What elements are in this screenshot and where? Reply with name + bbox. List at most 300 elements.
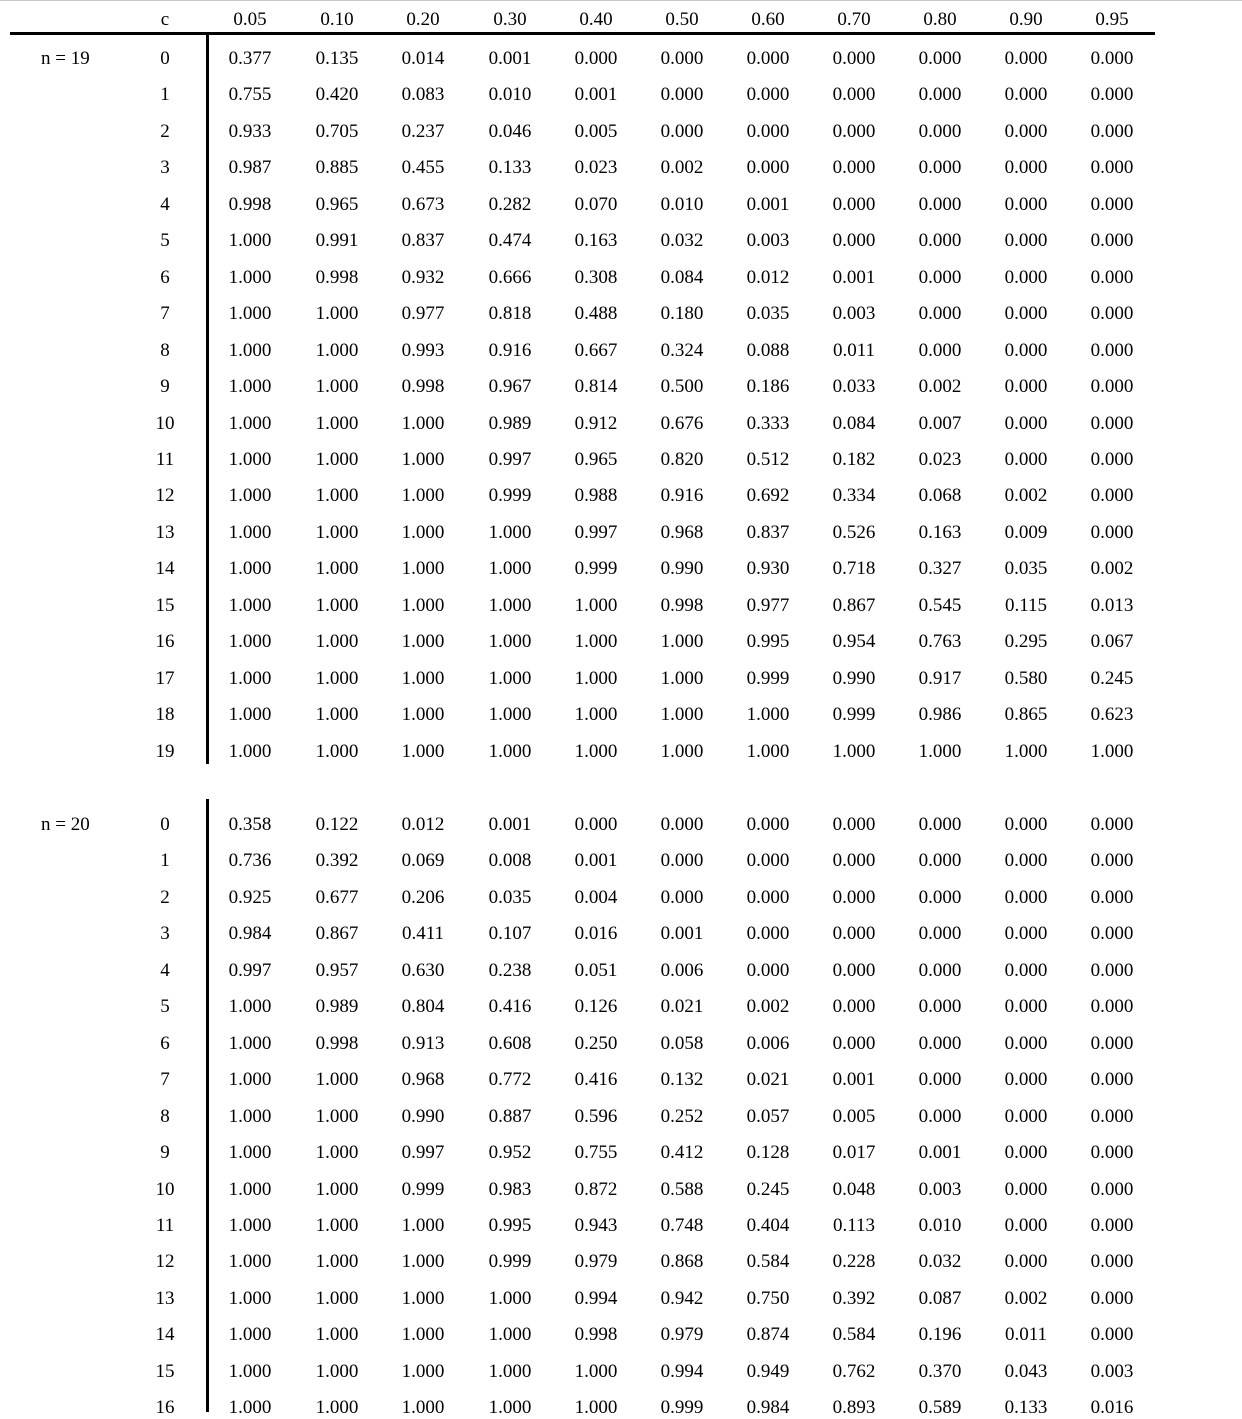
probability-cell: 0.012 (746, 267, 790, 288)
probability-cell: 0.990 (401, 1106, 445, 1127)
probability-cell: 0.000 (746, 84, 790, 105)
probability-cell: 0.913 (401, 1033, 445, 1054)
probability-cell: 1.000 (401, 1397, 445, 1418)
row-c-value: 2 (160, 887, 170, 908)
probability-cell: 0.596 (574, 1106, 618, 1127)
probability-cell: 0.001 (746, 194, 790, 215)
probability-cell: 0.000 (746, 960, 790, 981)
probability-cell: 0.000 (1090, 887, 1134, 908)
probability-cell: 0.005 (832, 1106, 876, 1127)
probability-cell: 0.874 (746, 1324, 790, 1345)
probability-cell: 1.000 (660, 668, 704, 689)
probability-cell: 0.000 (832, 923, 876, 944)
probability-cell: 0.003 (832, 303, 876, 324)
probability-cell: 0.000 (1004, 887, 1048, 908)
probability-cell: 0.000 (832, 48, 876, 69)
probability-cell: 1.000 (228, 741, 272, 762)
row-c-value: 7 (160, 1069, 170, 1090)
probability-cell: 0.003 (918, 1179, 962, 1200)
probability-cell: 0.035 (746, 303, 790, 324)
probability-cell: 0.000 (1090, 84, 1134, 105)
row-c-value: 3 (160, 923, 170, 944)
probability-cell: 0.043 (1004, 1361, 1048, 1382)
probability-cell: 0.000 (660, 84, 704, 105)
probability-cell: 0.046 (488, 121, 532, 142)
probability-cell: 1.000 (918, 741, 962, 762)
probability-cell: 0.983 (488, 1179, 532, 1200)
probability-cell: 0.416 (488, 996, 532, 1017)
column-header-p: 0.40 (579, 9, 613, 30)
probability-cell: 0.245 (746, 1179, 790, 1200)
probability-cell: 0.718 (832, 558, 876, 579)
row-c-value: 11 (155, 1215, 175, 1236)
probability-cell: 1.000 (488, 704, 532, 725)
probability-cell: 0.763 (918, 631, 962, 652)
probability-cell: 0.035 (1004, 558, 1048, 579)
probability-cell: 0.069 (401, 850, 445, 871)
probability-cell: 1.000 (315, 1106, 359, 1127)
probability-cell: 0.000 (1090, 485, 1134, 506)
probability-cell: 0.736 (228, 850, 272, 871)
probability-cell: 0.999 (832, 704, 876, 725)
probability-cell: 0.930 (746, 558, 790, 579)
probability-cell: 0.000 (832, 887, 876, 908)
row-c-value: 0 (160, 48, 170, 69)
row-c-value: 16 (155, 631, 175, 652)
probability-cell: 0.002 (1004, 1288, 1048, 1309)
probability-cell: 0.000 (1090, 1106, 1134, 1127)
probability-cell: 1.000 (574, 668, 618, 689)
probability-cell: 0.032 (918, 1251, 962, 1272)
probability-cell: 0.003 (746, 230, 790, 251)
probability-cell: 1.000 (401, 704, 445, 725)
probability-cell: 1.000 (228, 1106, 272, 1127)
probability-cell: 0.010 (660, 194, 704, 215)
probability-cell: 0.000 (918, 194, 962, 215)
row-c-value: 9 (160, 1142, 170, 1163)
probability-cell: 0.997 (574, 522, 618, 543)
column-header-p: 0.95 (1095, 9, 1129, 30)
probability-cell: 0.630 (401, 960, 445, 981)
probability-cell: 0.837 (746, 522, 790, 543)
probability-cell: 1.000 (228, 558, 272, 579)
probability-cell: 1.000 (315, 340, 359, 361)
probability-cell: 0.984 (228, 923, 272, 944)
probability-cell: 0.411 (401, 923, 445, 944)
probability-cell: 1.000 (228, 704, 272, 725)
probability-cell: 0.001 (832, 267, 876, 288)
probability-cell: 0.979 (660, 1324, 704, 1345)
probability-cell: 1.000 (315, 1215, 359, 1236)
probability-cell: 0.000 (1090, 814, 1134, 835)
probability-cell: 0.965 (574, 449, 618, 470)
probability-cell: 0.000 (1004, 1142, 1048, 1163)
probability-cell: 0.126 (574, 996, 618, 1017)
probability-cell: 0.990 (660, 558, 704, 579)
probability-cell: 0.000 (1090, 121, 1134, 142)
probability-cell: 0.068 (918, 485, 962, 506)
probability-cell: 1.000 (228, 631, 272, 652)
probability-cell: 0.999 (488, 485, 532, 506)
probability-cell: 0.999 (746, 668, 790, 689)
probability-cell: 0.000 (832, 157, 876, 178)
probability-cell: 0.998 (315, 1033, 359, 1054)
probability-cell: 0.006 (660, 960, 704, 981)
probability-cell: 0.000 (918, 230, 962, 251)
probability-cell: 0.957 (315, 960, 359, 981)
probability-cell: 0.000 (918, 267, 962, 288)
probability-cell: 1.000 (488, 1361, 532, 1382)
probability-cell: 1.000 (488, 1288, 532, 1309)
probability-cell: 0.000 (1090, 48, 1134, 69)
probability-cell: 0.000 (832, 996, 876, 1017)
probability-cell: 0.000 (746, 157, 790, 178)
row-c-value: 1 (160, 84, 170, 105)
probability-cell: 0.000 (918, 340, 962, 361)
probability-cell: 0.002 (746, 996, 790, 1017)
probability-cell: 0.000 (1004, 413, 1048, 434)
probability-cell: 0.999 (401, 1179, 445, 1200)
probability-cell: 0.965 (315, 194, 359, 215)
probability-cell: 1.000 (228, 668, 272, 689)
probability-cell: 0.998 (660, 595, 704, 616)
probability-cell: 1.000 (315, 1288, 359, 1309)
probability-cell: 0.545 (918, 595, 962, 616)
probability-cell: 0.014 (401, 48, 445, 69)
probability-cell: 0.017 (832, 1142, 876, 1163)
probability-cell: 0.952 (488, 1142, 532, 1163)
probability-cell: 0.986 (918, 704, 962, 725)
probability-cell: 0.334 (832, 485, 876, 506)
probability-cell: 0.000 (746, 48, 790, 69)
probability-cell: 0.002 (660, 157, 704, 178)
probability-cell: 0.113 (832, 1215, 876, 1236)
probability-cell: 1.000 (488, 595, 532, 616)
probability-cell: 0.245 (1090, 668, 1134, 689)
row-label-rule (206, 35, 209, 764)
probability-cell: 0.000 (1004, 1215, 1048, 1236)
probability-cell: 0.865 (1004, 704, 1048, 725)
probability-cell: 0.748 (660, 1215, 704, 1236)
probability-cell: 0.999 (488, 1251, 532, 1272)
probability-cell: 0.128 (746, 1142, 790, 1163)
probability-cell: 1.000 (315, 1324, 359, 1345)
row-c-value: 13 (155, 1288, 175, 1309)
probability-cell: 0.933 (228, 121, 272, 142)
probability-cell: 0.308 (574, 267, 618, 288)
header-rule (10, 32, 1155, 35)
probability-cell: 0.001 (918, 1142, 962, 1163)
probability-cell: 0.252 (660, 1106, 704, 1127)
probability-cell: 0.196 (918, 1324, 962, 1345)
probability-cell: 0.988 (574, 485, 618, 506)
probability-cell: 0.000 (1004, 194, 1048, 215)
probability-cell: 0.000 (918, 1106, 962, 1127)
probability-cell: 1.000 (660, 631, 704, 652)
probability-cell: 1.000 (488, 522, 532, 543)
probability-cell: 0.000 (1090, 267, 1134, 288)
probability-cell: 0.000 (660, 850, 704, 871)
row-c-value: 2 (160, 121, 170, 142)
probability-cell: 1.000 (315, 668, 359, 689)
probability-cell: 1.000 (315, 1069, 359, 1090)
column-header-p: 0.20 (406, 9, 440, 30)
probability-cell: 0.912 (574, 413, 618, 434)
probability-cell: 0.584 (832, 1324, 876, 1345)
row-c-value: 5 (160, 230, 170, 251)
probability-cell: 0.804 (401, 996, 445, 1017)
probability-cell: 1.000 (315, 558, 359, 579)
probability-cell: 0.003 (1090, 1361, 1134, 1382)
probability-cell: 1.000 (315, 522, 359, 543)
probability-cell: 0.000 (1090, 522, 1134, 543)
probability-cell: 0.608 (488, 1033, 532, 1054)
probability-cell: 1.000 (401, 1288, 445, 1309)
probability-cell: 0.327 (918, 558, 962, 579)
row-c-value: 17 (155, 668, 175, 689)
probability-cell: 1.000 (401, 485, 445, 506)
probability-cell: 0.000 (574, 814, 618, 835)
probability-cell: 1.000 (574, 631, 618, 652)
probability-cell: 0.589 (918, 1397, 962, 1418)
probability-cell: 0.997 (488, 449, 532, 470)
probability-cell: 0.943 (574, 1215, 618, 1236)
probability-cell: 0.967 (488, 376, 532, 397)
probability-cell: 0.000 (918, 157, 962, 178)
row-c-value: 10 (155, 1179, 175, 1200)
probability-cell: 0.772 (488, 1069, 532, 1090)
probability-cell: 0.818 (488, 303, 532, 324)
probability-cell: 0.133 (488, 157, 532, 178)
probability-cell: 0.991 (315, 230, 359, 251)
probability-cell: 0.666 (488, 267, 532, 288)
probability-cell: 0.588 (660, 1179, 704, 1200)
probability-cell: 0.000 (1090, 1179, 1134, 1200)
probability-cell: 1.000 (228, 1397, 272, 1418)
n-label: n = 19 (41, 48, 90, 69)
probability-cell: 0.133 (1004, 1397, 1048, 1418)
probability-cell: 1.000 (315, 1142, 359, 1163)
probability-cell: 1.000 (488, 1397, 532, 1418)
probability-cell: 0.000 (660, 121, 704, 142)
probability-cell: 1.000 (488, 1324, 532, 1345)
probability-cell: 1.000 (315, 485, 359, 506)
probability-cell: 0.002 (1004, 485, 1048, 506)
probability-cell: 0.676 (660, 413, 704, 434)
probability-cell: 0.420 (315, 84, 359, 105)
probability-cell: 0.000 (1004, 996, 1048, 1017)
probability-cell: 0.000 (660, 48, 704, 69)
probability-cell: 0.000 (1004, 84, 1048, 105)
probability-cell: 0.000 (1090, 157, 1134, 178)
probability-cell: 0.677 (315, 887, 359, 908)
probability-cell: 1.000 (1090, 741, 1134, 762)
probability-cell: 0.997 (401, 1142, 445, 1163)
probability-cell: 0.000 (918, 84, 962, 105)
probability-cell: 1.000 (574, 595, 618, 616)
probability-cell: 0.416 (574, 1069, 618, 1090)
probability-cell: 0.412 (660, 1142, 704, 1163)
top-border (0, 0, 1242, 1)
probability-cell: 0.916 (660, 485, 704, 506)
probability-cell: 0.163 (918, 522, 962, 543)
probability-cell: 0.035 (488, 887, 532, 908)
probability-cell: 0.023 (918, 449, 962, 470)
row-c-value: 16 (155, 1397, 175, 1418)
probability-cell: 0.011 (832, 340, 876, 361)
probability-cell: 1.000 (401, 522, 445, 543)
probability-cell: 0.001 (660, 923, 704, 944)
probability-cell: 0.180 (660, 303, 704, 324)
probability-cell: 1.000 (315, 413, 359, 434)
probability-cell: 0.455 (401, 157, 445, 178)
probability-cell: 0.867 (315, 923, 359, 944)
probability-cell: 1.000 (228, 1324, 272, 1345)
probability-cell: 0.942 (660, 1288, 704, 1309)
probability-cell: 0.058 (660, 1033, 704, 1054)
probability-cell: 0.005 (574, 121, 618, 142)
probability-cell: 0.000 (1004, 814, 1048, 835)
probability-cell: 1.000 (574, 1361, 618, 1382)
probability-cell: 0.000 (1004, 850, 1048, 871)
probability-cell: 0.377 (228, 48, 272, 69)
probability-cell: 0.925 (228, 887, 272, 908)
probability-cell: 0.000 (746, 121, 790, 142)
row-c-value: 19 (155, 741, 175, 762)
probability-cell: 0.893 (832, 1397, 876, 1418)
probability-cell: 0.000 (1090, 340, 1134, 361)
probability-cell: 0.324 (660, 340, 704, 361)
probability-cell: 1.000 (574, 741, 618, 762)
probability-cell: 0.979 (574, 1251, 618, 1272)
probability-cell: 0.295 (1004, 631, 1048, 652)
probability-cell: 0.762 (832, 1361, 876, 1382)
column-header-c: c (160, 9, 170, 30)
probability-cell: 0.012 (401, 814, 445, 835)
column-header-p: 0.70 (837, 9, 871, 30)
probability-cell: 0.526 (832, 522, 876, 543)
probability-cell: 0.000 (1090, 923, 1134, 944)
probability-cell: 0.000 (1090, 960, 1134, 981)
probability-cell: 0.993 (401, 340, 445, 361)
probability-cell: 1.000 (488, 631, 532, 652)
probability-cell: 0.000 (832, 194, 876, 215)
probability-cell: 0.000 (660, 887, 704, 908)
n-label: n = 20 (41, 814, 90, 835)
probability-cell: 0.013 (1090, 595, 1134, 616)
probability-cell: 1.000 (401, 741, 445, 762)
probability-cell: 0.000 (1090, 376, 1134, 397)
probability-cell: 0.705 (315, 121, 359, 142)
probability-cell: 0.000 (746, 887, 790, 908)
probability-cell: 0.333 (746, 413, 790, 434)
row-c-value: 10 (155, 413, 175, 434)
probability-cell: 0.000 (832, 84, 876, 105)
probability-cell: 1.000 (315, 376, 359, 397)
probability-cell: 1.000 (315, 449, 359, 470)
probability-cell: 0.001 (832, 1069, 876, 1090)
probability-cell: 1.000 (228, 1069, 272, 1090)
probability-cell: 0.000 (1090, 1069, 1134, 1090)
probability-cell: 0.000 (832, 850, 876, 871)
probability-cell: 0.000 (918, 923, 962, 944)
probability-cell: 1.000 (228, 267, 272, 288)
probability-cell: 0.977 (746, 595, 790, 616)
probability-cell: 1.000 (228, 1361, 272, 1382)
probability-cell: 0.755 (574, 1142, 618, 1163)
probability-cell: 0.186 (746, 376, 790, 397)
probability-cell: 1.000 (488, 558, 532, 579)
probability-cell: 0.163 (574, 230, 618, 251)
probability-cell: 0.000 (832, 960, 876, 981)
probability-cell: 0.000 (918, 996, 962, 1017)
row-c-value: 7 (160, 303, 170, 324)
probability-cell: 0.000 (918, 814, 962, 835)
probability-cell: 0.115 (1004, 595, 1048, 616)
probability-cell: 0.282 (488, 194, 532, 215)
row-c-value: 14 (155, 1324, 175, 1345)
probability-cell: 0.580 (1004, 668, 1048, 689)
column-header-p: 0.30 (493, 9, 527, 30)
probability-cell: 1.000 (228, 1033, 272, 1054)
probability-cell: 0.057 (746, 1106, 790, 1127)
probability-cell: 0.584 (746, 1251, 790, 1272)
probability-cell: 1.000 (228, 413, 272, 434)
probability-cell: 0.968 (660, 522, 704, 543)
row-c-value: 6 (160, 267, 170, 288)
probability-cell: 0.132 (660, 1069, 704, 1090)
probability-cell: 1.000 (315, 303, 359, 324)
column-header-p: 0.10 (320, 9, 354, 30)
probability-cell: 0.872 (574, 1179, 618, 1200)
probability-cell: 0.006 (746, 1033, 790, 1054)
probability-cell: 1.000 (401, 595, 445, 616)
probability-cell: 0.000 (1004, 340, 1048, 361)
probability-cell: 1.000 (401, 449, 445, 470)
probability-cell: 0.998 (574, 1324, 618, 1345)
probability-cell: 0.122 (315, 814, 359, 835)
probability-cell: 1.000 (228, 303, 272, 324)
probability-cell: 0.998 (228, 194, 272, 215)
probability-cell: 0.228 (832, 1251, 876, 1272)
probability-cell: 0.623 (1090, 704, 1134, 725)
probability-cell: 0.868 (660, 1251, 704, 1272)
probability-cell: 1.000 (228, 1142, 272, 1163)
probability-cell: 1.000 (315, 741, 359, 762)
probability-cell: 0.084 (660, 267, 704, 288)
probability-cell: 1.000 (228, 230, 272, 251)
probability-cell: 1.000 (315, 631, 359, 652)
probability-cell: 0.000 (1004, 303, 1048, 324)
probability-cell: 1.000 (574, 704, 618, 725)
probability-cell: 0.033 (832, 376, 876, 397)
probability-cell: 0.000 (1004, 157, 1048, 178)
probability-cell: 0.000 (1004, 267, 1048, 288)
probability-cell: 0.107 (488, 923, 532, 944)
probability-cell: 1.000 (401, 631, 445, 652)
probability-cell: 1.000 (488, 741, 532, 762)
probability-cell: 0.000 (1090, 303, 1134, 324)
probability-cell: 0.000 (1090, 230, 1134, 251)
probability-cell: 0.001 (488, 814, 532, 835)
probability-cell: 1.000 (228, 1179, 272, 1200)
probability-cell: 0.238 (488, 960, 532, 981)
probability-cell: 1.000 (315, 595, 359, 616)
probability-cell: 0.010 (488, 84, 532, 105)
probability-cell: 0.949 (746, 1361, 790, 1382)
probability-cell: 0.067 (1090, 631, 1134, 652)
probability-cell: 1.000 (832, 741, 876, 762)
